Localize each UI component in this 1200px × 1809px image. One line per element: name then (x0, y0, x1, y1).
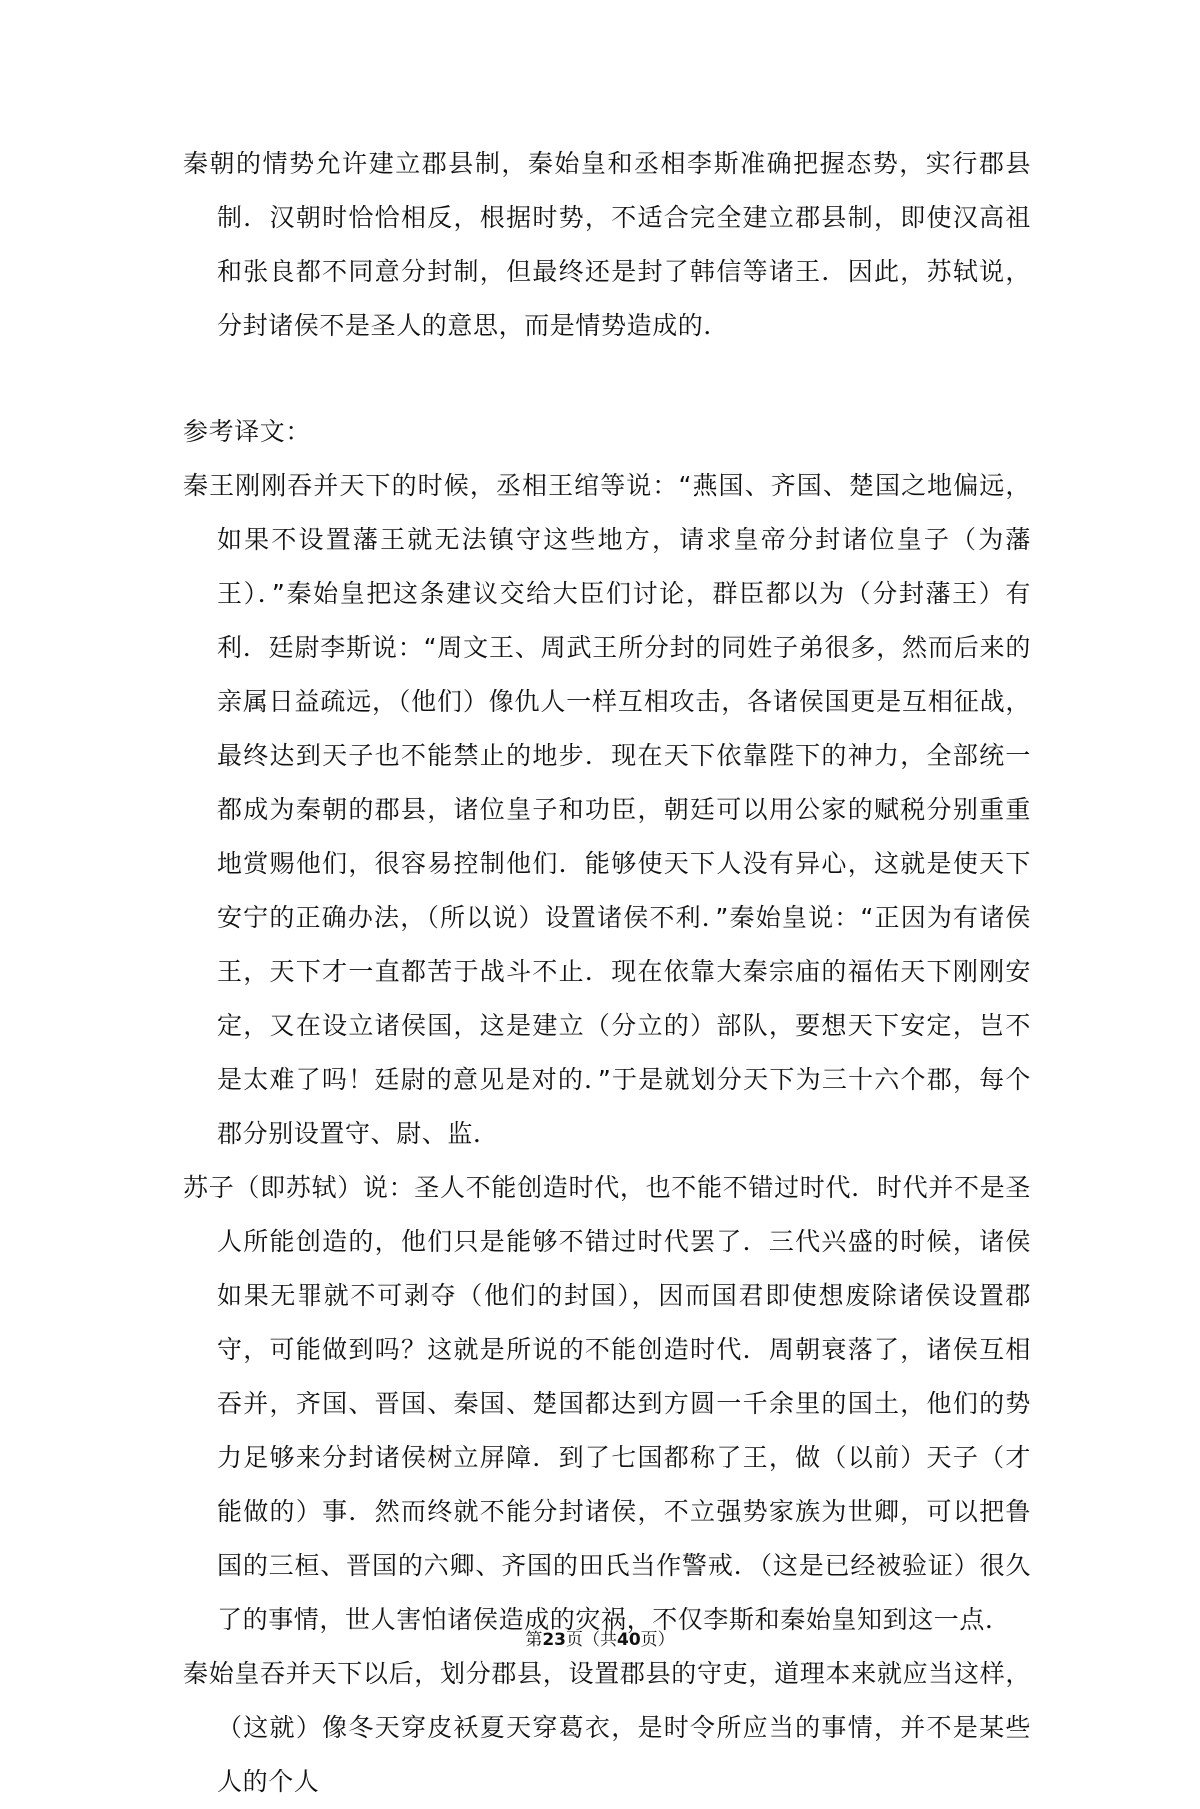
translation-paragraph-2: 苏子（即苏轼）说：圣人不能创造时代，也不能不错过时代．时代并不是圣人所能创造的，他们只是能够不错过时代罢了．三代兴盛的时候，诸侯如果无罪就不可剥夺（他们的封国），因而国君即使想废除诸侯设置郡守，可能做到吗？这就是所说的不能创造时代．周朝衰落了，诸侯互相吞并，齐国、晋国、秦国、楚国都达到方圆一千余里的国土，他们的势力足够来分封诸侯树立屏障．到了七国都称了王，做（以前）天子（才能做的）事．然而终就不能分封诸侯，不立强势家族为世卿，可以把鲁国的三桓、晋国的六卿、齐国的田氏当作警戒．（这是已经被验证）很久了的事情，世人害怕诸侯造成的灾祸，不仅李斯和秦始皇知到这一点． (183, 1173, 1031, 1634)
footer-suffix: 页） (640, 1630, 675, 1650)
translation-label: 参考译文： (183, 417, 312, 446)
footer-prefix: 第 (525, 1630, 543, 1650)
footer-page-number: 23 (542, 1630, 566, 1650)
page-content (183, 137, 1031, 1809)
translation-paragraph-1: 秦王刚刚吞并天下的时候，丞相王绾等说：“燕国、齐国、楚国之地偏远，如果不设置藩王就无法镇守这些地方，请求皇帝分封诸位皇子（为藩王）．”秦始皇把这条建议交给大臣们讨论，群臣都以为（分封藩王）有利．廷尉李斯说：“周文王、周武王所分封的同姓子弟很多，然而后来的亲属日益疏远，（他们）像仇人一样互相攻击，各诸侯国更是互相征战，最终达到天子也不能禁止的地步．现在天下依靠陛下的神力，全部统一都成为秦朝的郡县，诸位皇子和功臣，朝廷可以用公家的赋税分别重重地赏赐他们，很容易控制他们．能够使天下人没有异心，这就是使天下安宁的正确办法，（所以说）设置诸侯不利．”秦始皇说：“正因为有诸侯王，天下才一直都苦于战斗不止．现在依靠大秦宗庙的福佑天下刚刚安定，又在设立诸侯国，这是建立（分立的）部队，要想天下安定，岂不是太难了吗！廷尉的意见是对的．”于是就划分天下为三十六个郡，每个郡分别设置守、尉、监． (183, 471, 1031, 1148)
translation-paragraph-3: 秦始皇吞并天下以后，划分郡县，设置郡县的守吏，道理本来就应当这样，（这就）像冬天穿皮袄夏天穿葛衣，是时令所应当的事情，并不是某些人的个人 (183, 1659, 1031, 1796)
page-footer (0, 1625, 1200, 1650)
intro-paragraph: 秦朝的情势允许建立郡县制，秦始皇和丞相李斯准确把握态势，实行郡县制．汉朝时恰恰相反，根据时势，不适合完全建立郡县制，即使汉高祖和张良都不同意分封制，但最终还是封了韩信等诸王．因此，苏轼说，分封诸侯不是圣人的意思，而是情势造成的． (183, 149, 1031, 340)
footer-middle: 页（共 (566, 1630, 617, 1650)
footer-total-pages: 40 (617, 1630, 641, 1650)
paragraph-spacer (183, 353, 1031, 405)
